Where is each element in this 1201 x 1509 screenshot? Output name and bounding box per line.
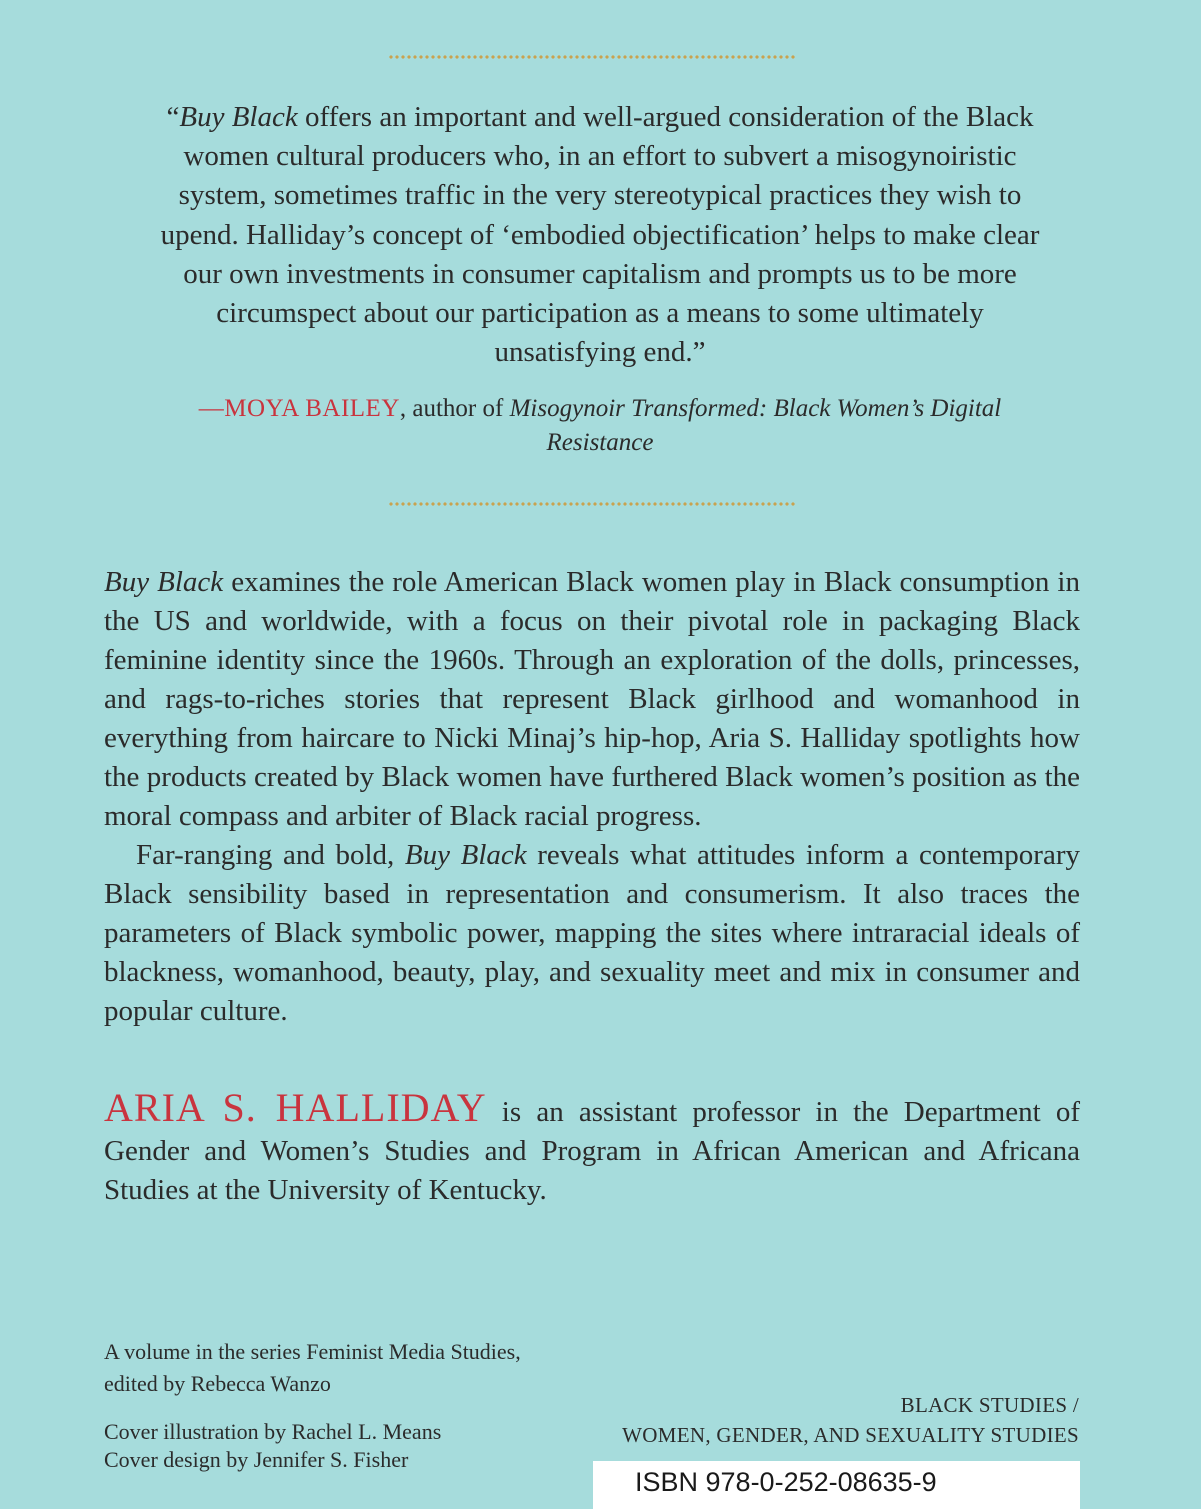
isbn-label [593,1461,1080,1509]
description-paragraph-2: Far-ranging and bold, Buy Black reveals what attitudes inform a contemporary Black sensibility based in representation and consumerism. It also traces the parameters of Black symbolic power, mapping the sites where intraracial ideals of blackness, womanhood, beauty, play, and sexuality meet and mix in consumer and popular culture. [104,839,1080,1027]
middle-dotted-divider [388,501,796,507]
series-line-2: edited by Rebecca Wanzo [104,1371,331,1396]
attribution-text: , author of [399,395,510,422]
isbn-number: ISBN 978-0-252-08635-9 [635,1467,937,1497]
top-dotted-divider [388,54,796,60]
author-name: ARIA S. HALLIDAY [104,1085,487,1130]
book-description [104,563,1080,1031]
design-credit: Cover design by Jennifer S. Fisher [104,1447,409,1472]
author-bio-text: is an assistant professor in the Department of Gender and Women’s Studies and Program in African American and Africana Studies at the University of Kentucky. [104,1096,1080,1206]
attribution-work: Misogynoir Transformed: Black Women’s Digital Resistance [509,395,1002,456]
category-line-2: WOMEN, GENDER, AND SEXUALITY STUDIES [622,1423,1079,1447]
author-bio [104,1085,1080,1210]
endorsement-quote [150,98,1050,372]
quote-attribution [150,392,1050,460]
description-paragraph-1: Buy Black examines the role American Black women play in Black consumption in the US and worldwide, with a focus on their pivotal role in packaging Black feminine identity since the 1960s. Through an exploration of the dolls, princesses, and rags-to-riches stories that represent Black girlhood and womanhood in everything from haircare to Nicki Minaj’s hip-hop, Aria S. Halliday spotlights how the products created by Black women have furthered Black women’s position as the moral compass and arbiter of Black racial progress. [104,566,1080,832]
subject-category [519,1390,1079,1450]
series-line-1: A volume in the series Feminist Media Studies, [104,1339,521,1364]
quote-text: offers an important and well-argued consideration of the Black women cultural producers who, in an effort to subvert a misogynoiristic system, sometimes traffic in the very stereotypical practices they wish to upend. Halliday’s concept of ‘embodied objectification’ helps to make clear our own investments in consumer capitalism and prompts us to be more circumspect about our participation as a means to some ultimately unsatisfying end.” [160,101,1040,369]
attribution-name: —MOYA BAILEY [198,395,400,422]
description-book-title: Buy Black [104,566,224,598]
quote-open-mark: “ [166,101,180,133]
description-book-title-2: Buy Black [404,839,527,871]
quote-book-title: Buy Black [179,101,298,133]
category-line-1: BLACK STUDIES / [900,1393,1079,1417]
illustration-credit: Cover illustration by Rachel L. Means [104,1419,442,1444]
